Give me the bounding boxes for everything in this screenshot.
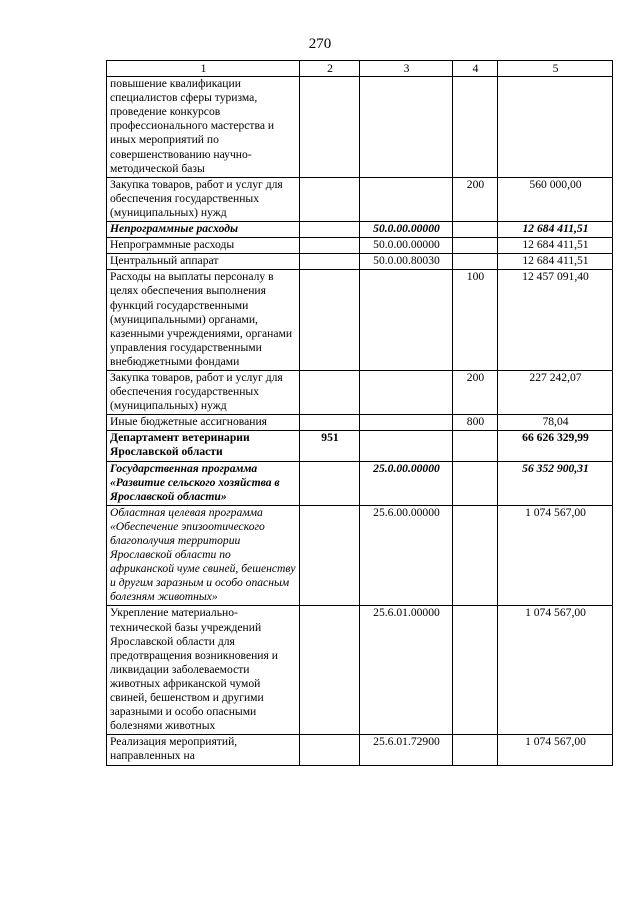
column-header: 3 bbox=[360, 61, 453, 77]
expense-name-cell: Иные бюджетные ассигнования bbox=[107, 415, 300, 431]
expense-type-cell: 200 bbox=[453, 370, 498, 414]
amount-cell: 78,04 bbox=[498, 415, 613, 431]
table-row bbox=[107, 505, 613, 606]
amount-cell: 56 352 900,31 bbox=[498, 461, 613, 505]
table-row bbox=[107, 606, 613, 735]
expense-type-cell: 800 bbox=[453, 415, 498, 431]
target-code-cell: 25.6.01.72900 bbox=[360, 735, 453, 765]
column-header: 1 bbox=[107, 61, 300, 77]
amount-cell: 1 074 567,00 bbox=[498, 735, 613, 765]
expense-name-cell: Областная целевая программа «Обеспечение эпизоотического благополучия территории Ярославской области по африканской чуме свиней, бешенству и другим заразным и особо опасным болезням животных» bbox=[107, 505, 300, 606]
expense-type-cell: 100 bbox=[453, 270, 498, 371]
expense-type-cell bbox=[453, 431, 498, 461]
column-header: 4 bbox=[453, 61, 498, 77]
expense-name-cell: Расходы на выплаты персоналу в целях обеспечения выполнения функций государственными (муниципальными) органами, казенными учреждениями, органами управления государственными внебюджетными фондами bbox=[107, 270, 300, 371]
target-code-cell: 25.6.01.00000 bbox=[360, 606, 453, 735]
budget-table bbox=[106, 60, 613, 766]
target-code-cell bbox=[360, 431, 453, 461]
table-row bbox=[107, 77, 613, 178]
ministry-code-cell bbox=[300, 254, 360, 270]
ministry-code-cell bbox=[300, 461, 360, 505]
ministry-code-cell bbox=[300, 270, 360, 371]
expense-type-cell bbox=[453, 222, 498, 238]
amount-cell: 12 684 411,51 bbox=[498, 254, 613, 270]
column-header: 2 bbox=[300, 61, 360, 77]
target-code-cell: 25.0.00.00000 bbox=[360, 461, 453, 505]
column-header-row bbox=[107, 61, 613, 77]
ministry-code-cell bbox=[300, 415, 360, 431]
ministry-code-cell bbox=[300, 370, 360, 414]
expense-type-cell bbox=[453, 461, 498, 505]
expense-type-cell bbox=[453, 254, 498, 270]
target-code-cell: 50.0.00.00000 bbox=[360, 222, 453, 238]
amount-cell: 66 626 329,99 bbox=[498, 431, 613, 461]
amount-cell: 1 074 567,00 bbox=[498, 606, 613, 735]
table-row bbox=[107, 254, 613, 270]
amount-cell: 227 242,07 bbox=[498, 370, 613, 414]
expense-name-cell: Департамент ветеринарии Ярославской области bbox=[107, 431, 300, 461]
target-code-cell bbox=[360, 370, 453, 414]
target-code-cell bbox=[360, 177, 453, 221]
amount-cell: 1 074 567,00 bbox=[498, 505, 613, 606]
amount-cell: 12 684 411,51 bbox=[498, 222, 613, 238]
column-header: 5 bbox=[498, 61, 613, 77]
amount-cell bbox=[498, 77, 613, 178]
expense-type-cell bbox=[453, 77, 498, 178]
ministry-code-cell bbox=[300, 77, 360, 178]
table-row bbox=[107, 461, 613, 505]
table-row bbox=[107, 177, 613, 221]
expense-name-cell: Государственная программа «Развитие сельского хозяйства в Ярославской области» bbox=[107, 461, 300, 505]
ministry-code-cell bbox=[300, 606, 360, 735]
table-row bbox=[107, 431, 613, 461]
table-row bbox=[107, 222, 613, 238]
amount-cell: 560 000,00 bbox=[498, 177, 613, 221]
expense-type-cell bbox=[453, 238, 498, 254]
amount-cell: 12 457 091,40 bbox=[498, 270, 613, 371]
ministry-code-cell: 951 bbox=[300, 431, 360, 461]
target-code-cell bbox=[360, 415, 453, 431]
expense-name-cell: Центральный аппарат bbox=[107, 254, 300, 270]
expense-name-cell: Закупка товаров, работ и услуг для обеспечения государственных (муниципальных) нужд bbox=[107, 370, 300, 414]
expense-name-cell: Непрограммные расходы bbox=[107, 222, 300, 238]
expense-name-cell: Закупка товаров, работ и услуг для обеспечения государственных (муниципальных) нужд bbox=[107, 177, 300, 221]
expense-name-cell: повышение квалификации специалистов сферы туризма, проведение конкурсов профессионального мастерства и иных мероприятий по совершенствованию научно-методической базы bbox=[107, 77, 300, 178]
table-row bbox=[107, 370, 613, 414]
expense-type-cell bbox=[453, 735, 498, 765]
expense-type-cell bbox=[453, 606, 498, 735]
ministry-code-cell bbox=[300, 505, 360, 606]
ministry-code-cell bbox=[300, 222, 360, 238]
ministry-code-cell bbox=[300, 177, 360, 221]
table-row bbox=[107, 415, 613, 431]
expense-type-cell: 200 bbox=[453, 177, 498, 221]
target-code-cell: 25.6.00.00000 bbox=[360, 505, 453, 606]
table-row bbox=[107, 735, 613, 765]
target-code-cell: 50.0.00.80030 bbox=[360, 254, 453, 270]
table-row bbox=[107, 270, 613, 371]
ministry-code-cell bbox=[300, 238, 360, 254]
target-code-cell bbox=[360, 270, 453, 371]
table-row bbox=[107, 238, 613, 254]
expense-name-cell: Укрепление материально-технической базы учреждений Ярославской области для предотвращения возникновения и ликвидации заболеваемости животных африканской чумой свиней, бешенством и другими заразными и особо опасными болезнями животных bbox=[107, 606, 300, 735]
expense-type-cell bbox=[453, 505, 498, 606]
expense-name-cell: Непрограммные расходы bbox=[107, 238, 300, 254]
page-number: 270 bbox=[308, 36, 332, 52]
target-code-cell: 50.0.00.00000 bbox=[360, 238, 453, 254]
expense-name-cell: Реализация мероприятий, направленных на bbox=[107, 735, 300, 765]
target-code-cell bbox=[360, 77, 453, 178]
ministry-code-cell bbox=[300, 735, 360, 765]
amount-cell: 12 684 411,51 bbox=[498, 238, 613, 254]
